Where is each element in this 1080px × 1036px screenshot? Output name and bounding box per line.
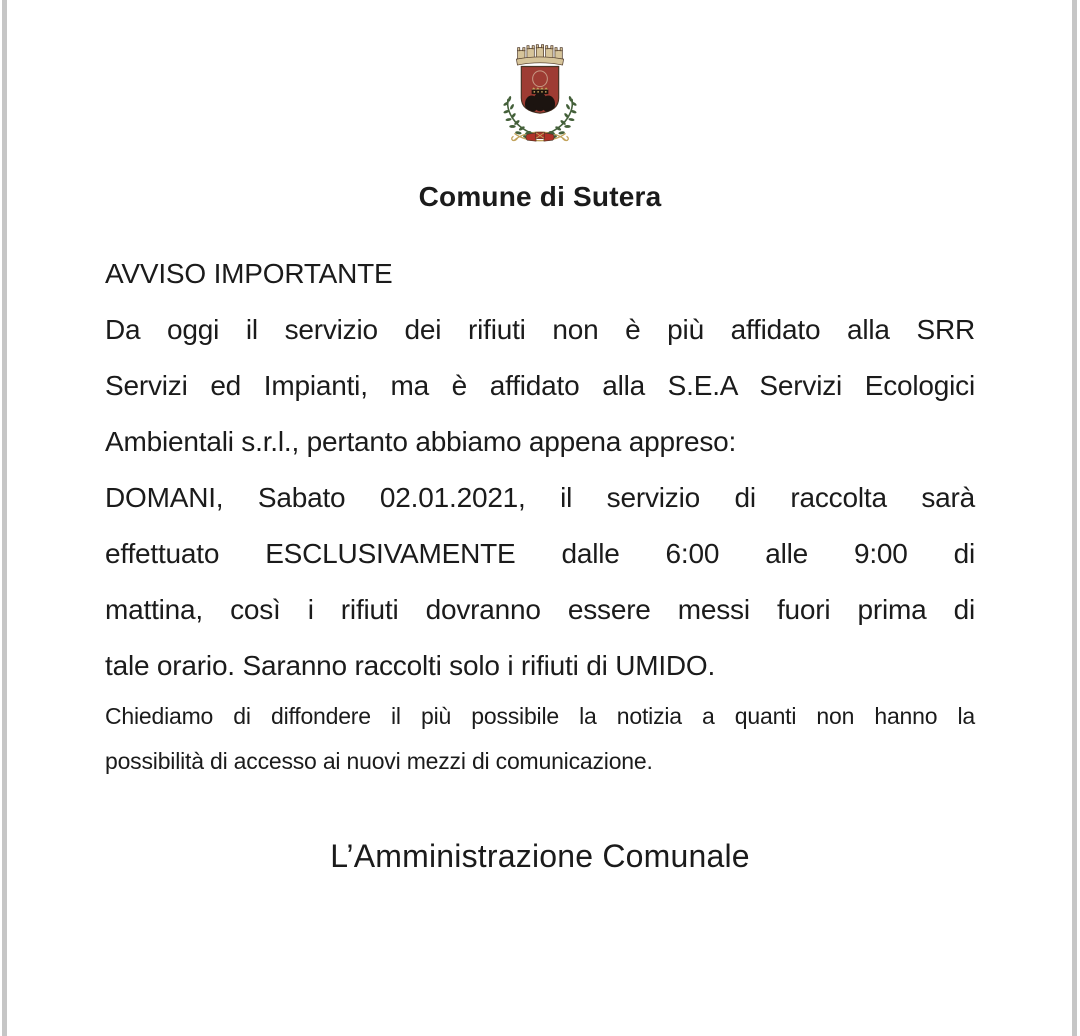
notice-note xyxy=(105,694,975,784)
notice-heading: AVVISO IMPORTANTE xyxy=(105,258,393,289)
mural-crown xyxy=(516,45,563,65)
right-edge-strip xyxy=(1072,0,1077,1036)
notice-note-line: possibilità di accesso ai nuovi mezzi di comunicazione. xyxy=(105,748,653,774)
shield xyxy=(521,67,558,114)
notice-line: Servizi ed Impianti, ma è affidato alla S.E.A Servizi Ecologici xyxy=(105,370,975,401)
notice-line: Ambientali s.r.l., pertanto abbiamo appena appreso: xyxy=(105,426,737,457)
notice-body xyxy=(105,246,975,694)
coat-of-arms-emblem xyxy=(490,38,590,152)
municipality-title: Comune di Sutera xyxy=(418,181,662,212)
coat-of-arms-container xyxy=(0,0,1080,152)
left-edge-strip xyxy=(2,0,7,1036)
signature-line: L’Amministrazione Comunale xyxy=(330,838,750,874)
notice-line: mattina, così i rifiuti dovranno essere messi fuori prima di xyxy=(105,594,975,625)
notice-note-line: Chiediamo di diffondere il più possibile la notizia a quanti non hanno la xyxy=(105,703,975,729)
notice-line: Da oggi il servizio dei rifiuti non è più affidato alla SRR xyxy=(105,314,975,345)
notice-line: tale orario. Saranno raccolti solo i rifiuti di UMIDO. xyxy=(105,650,716,681)
notice-line: DOMANI, Sabato 02.01.2021, il servizio di raccolta sarà xyxy=(105,482,975,513)
notice-line: effettuato ESCLUSIVAMENTE dalle 6:00 alle 9:00 di xyxy=(105,538,975,569)
